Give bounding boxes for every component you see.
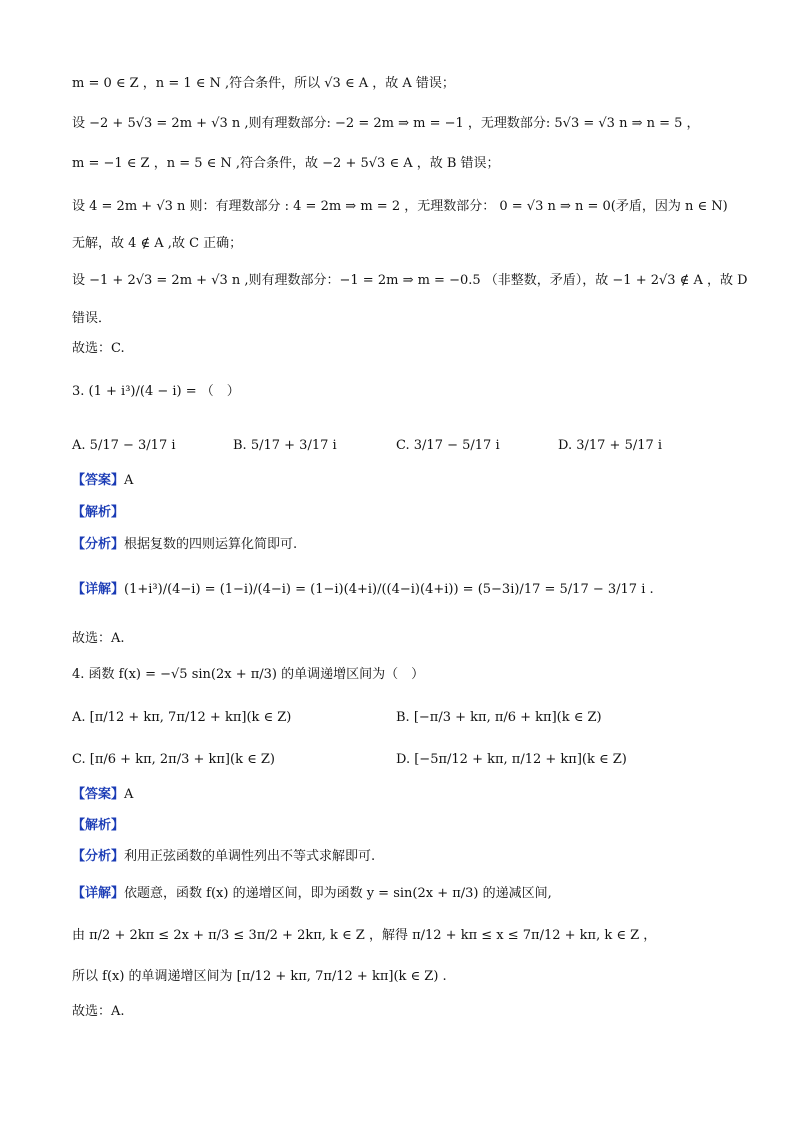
q4-option-d [396, 752, 627, 767]
q4-xiangjie-line-1 [72, 887, 552, 900]
q3-xiangjie-tag: 【详解】 [72, 582, 125, 597]
q4-option-c [72, 752, 275, 767]
q3-number: 3. [72, 384, 85, 399]
solution-line-6: 设 −1 + 2√3 = 2m + √3 n ,则有理数部分：−1 = 2m ⇒ m = −0.5 （非整数，矛盾），故 −1 + 2√3 ∉ A ，故 D [72, 273, 748, 288]
q4-number: 4. [72, 667, 85, 682]
q4-fenxi [72, 850, 375, 863]
solution-line-1: m = 0 ∈ Z ，n = 1 ∈ N ,符合条件，所以 √3 ∈ A ，故 A 错误； [72, 76, 455, 91]
q3-option-b-label: B. [233, 438, 247, 453]
q3-fenxi-text: 根据复数的四则运算化简即可. [124, 537, 298, 552]
q3-fenxi-tag: 【分析】 [72, 537, 125, 552]
q4-fenxi-tag: 【分析】 [72, 849, 125, 864]
q4-xiangjie-tag: 【详解】 [72, 886, 125, 901]
q3-option-b [233, 438, 337, 453]
q4-answer-value: A [124, 787, 134, 802]
q3-xiangjie [72, 583, 654, 596]
q3-option-b-value: 5/17 + 3/17 i [250, 438, 337, 453]
q3-option-c [396, 438, 500, 453]
q4-option-a-value: [π/12 + kπ, 7π/12 + kπ](k ∈ Z) [89, 710, 292, 725]
q4-option-b [396, 710, 602, 725]
q4-xiangjie-line-2: 由 π/2 + 2kπ ≤ 2x + π/3 ≤ 3π/2 + 2kπ, k ∈ Z ，解得 π/12 + kπ ≤ x ≤ 7π/12 + kπ, k ∈ Z ， [72, 928, 657, 943]
q4-option-c-label: C. [72, 752, 86, 767]
q3-option-a [72, 438, 176, 453]
q3-option-c-label: C. [396, 438, 410, 453]
solution-line-3: m = −1 ∈ Z ，n = 5 ∈ N ,符合条件，故 −2 + 5√3 ∈ A ，故 B 错误； [72, 156, 500, 171]
q3-option-a-value: 5/17 − 3/17 i [89, 438, 176, 453]
q3-option-d [558, 438, 662, 453]
q4-stem [72, 668, 424, 681]
q3-xiangjie-text: (1+i³)/(4−i) = (1−i)/(4−i) = (1−i)(4+i)/((4−i)(4+i)) = (5−3i)/17 = 5/17 − 3/17 i . [124, 582, 654, 597]
q3-fenxi [72, 538, 297, 551]
q4-xiangjie-text-1: 依题意，函数 f(x) 的递增区间，即为函数 y = sin(2x + π/3) 的递减区间, [124, 886, 552, 901]
q4-analysis-tag: 【解析】 [72, 818, 125, 833]
q4-option-a [72, 710, 291, 725]
q3-stem [72, 385, 240, 398]
q3-analysis-tag: 【解析】 [72, 505, 125, 520]
q4-analysis-header [72, 819, 124, 832]
q4-option-d-value: [−5π/12 + kπ, π/12 + kπ](k ∈ Z) [414, 752, 627, 767]
q4-answer [72, 788, 133, 801]
solution-line-2: 设 −2 + 5√3 = 2m + √3 n ,则有理数部分: −2 = 2m ⇒ m = −1 ，无理数部分: 5√3 = √3 n ⇒ n = 5 ， [72, 116, 700, 131]
q3-answer [72, 474, 133, 487]
q3-option-d-label: D. [558, 438, 573, 453]
choose-line-q2: 故选：C. [72, 341, 125, 356]
q4-option-c-value: [π/6 + kπ, 2π/3 + kπ](k ∈ Z) [89, 752, 275, 767]
q3-option-c-value: 3/17 − 5/17 i [413, 438, 500, 453]
solution-line-4: 设 4 = 2m + √3 n 则：有理数部分 : 4 = 2m ⇒ m = 2 ，无理数部分： 0 = √3 n ⇒ n = 0(矛盾，因为 n ∈ N) [72, 199, 728, 214]
q4-answer-tag: 【答案】 [72, 787, 125, 802]
q4-xiangjie-line-3: 所以 f(x) 的单调递增区间为 [π/12 + kπ, 7π/12 + kπ](k ∈ Z) . [72, 969, 447, 984]
q3-option-a-label: A. [72, 438, 86, 453]
q4-option-b-value: [−π/3 + kπ, π/6 + kπ](k ∈ Z) [413, 710, 602, 725]
solution-line-7: 错误． [72, 311, 112, 326]
q3-option-d-value: 3/17 + 5/17 i [576, 438, 663, 453]
q4-choose: 故选：A. [72, 1004, 125, 1019]
q3-stem-text: (1 + i³)/(4 − i) = （ ） [88, 384, 240, 399]
q4-option-d-label: D. [396, 752, 411, 767]
q3-choose: 故选：A. [72, 631, 125, 646]
q4-stem-text: 函数 f(x) = −√5 sin(2x + π/3) 的单调递增区间为（ ） [88, 667, 425, 682]
q4-option-b-label: B. [396, 710, 410, 725]
q3-analysis-header [72, 506, 124, 519]
q3-answer-value: A [124, 473, 134, 488]
solution-line-5: 无解，故 4 ∉ A ,故 C 正确； [72, 236, 243, 251]
q3-answer-tag: 【答案】 [72, 473, 125, 488]
q4-fenxi-text: 利用正弦函数的单调性列出不等式求解即可. [124, 849, 376, 864]
q4-option-a-label: A. [72, 710, 86, 725]
